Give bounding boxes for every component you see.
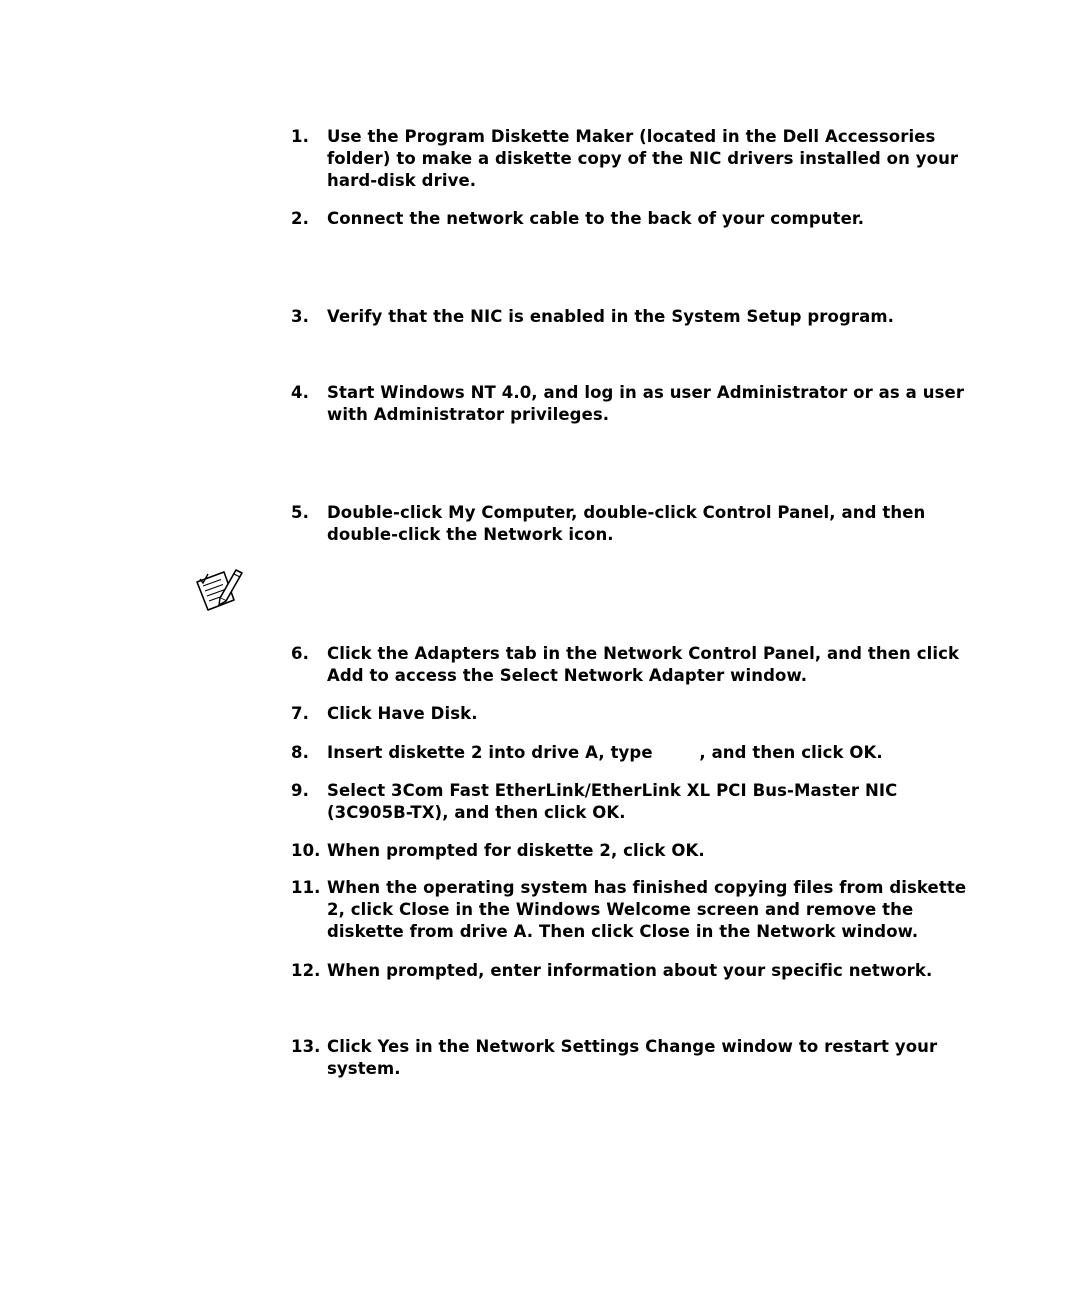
note-pencil-icon [194, 564, 246, 612]
step-number: 3. [291, 307, 309, 326]
step-3 [291, 306, 981, 328]
step-text: Connect the network cable to the back of your computer. [327, 209, 865, 228]
step-text: Verify that the NIC is enabled in the System Setup program. [327, 307, 894, 326]
step-text: Start Windows NT 4.0, and log in as user Administrator or as a user with Administrator privileges. [327, 383, 965, 424]
step-6 [291, 643, 981, 687]
step-13 [291, 1036, 981, 1080]
step-number: 7. [291, 704, 309, 723]
step-text: Double-click My Computer, double-click Control Panel, and then double-click the Network icon. [327, 503, 926, 544]
step-number: 6. [291, 644, 309, 663]
step-text: Use the Program Diskette Maker (located in the Dell Accessories folder) to make a diskette copy of the NIC drivers installed on your hard-disk drive. [327, 127, 959, 190]
step-7 [291, 703, 981, 725]
step-11 [291, 877, 981, 943]
step-8 [291, 742, 981, 764]
step-2 [291, 208, 981, 230]
step-text: Insert diskette 2 into drive A, type , and then click OK. [327, 743, 883, 762]
step-number: 9. [291, 781, 309, 800]
step-text: When prompted for diskette 2, click OK. [327, 841, 705, 860]
step-text: Click Have Disk. [327, 704, 478, 723]
step-9 [291, 780, 981, 824]
step-number: 1. [291, 127, 309, 146]
step-number: 11. [291, 878, 321, 897]
step-text: When the operating system has finished copying files from diskette 2, click Close in the Windows Welcome screen and remove the diskette from drive A. Then click Close in the Network window. [327, 878, 967, 941]
step-10 [291, 840, 981, 862]
step-number: 4. [291, 383, 309, 402]
step-4 [291, 382, 981, 426]
step-number: 10. [291, 841, 321, 860]
step-1 [291, 126, 981, 192]
step-text: When prompted, enter information about your specific network. [327, 961, 933, 980]
step-text: Select 3Com Fast EtherLink/EtherLink XL PCI Bus-Master NIC (3C905B-TX), and then click OK. [327, 781, 898, 822]
step-number: 2. [291, 209, 309, 228]
step-number: 5. [291, 503, 309, 522]
step-5 [291, 502, 981, 546]
step-number: 13. [291, 1037, 321, 1056]
step-text: Click Yes in the Network Settings Change window to restart your system. [327, 1037, 938, 1078]
step-text: Click the Adapters tab in the Network Control Panel, and then click Add to access the Select Network Adapter window. [327, 644, 960, 685]
step-number: 12. [291, 961, 321, 980]
step-number: 8. [291, 743, 309, 762]
step-12 [291, 960, 981, 982]
